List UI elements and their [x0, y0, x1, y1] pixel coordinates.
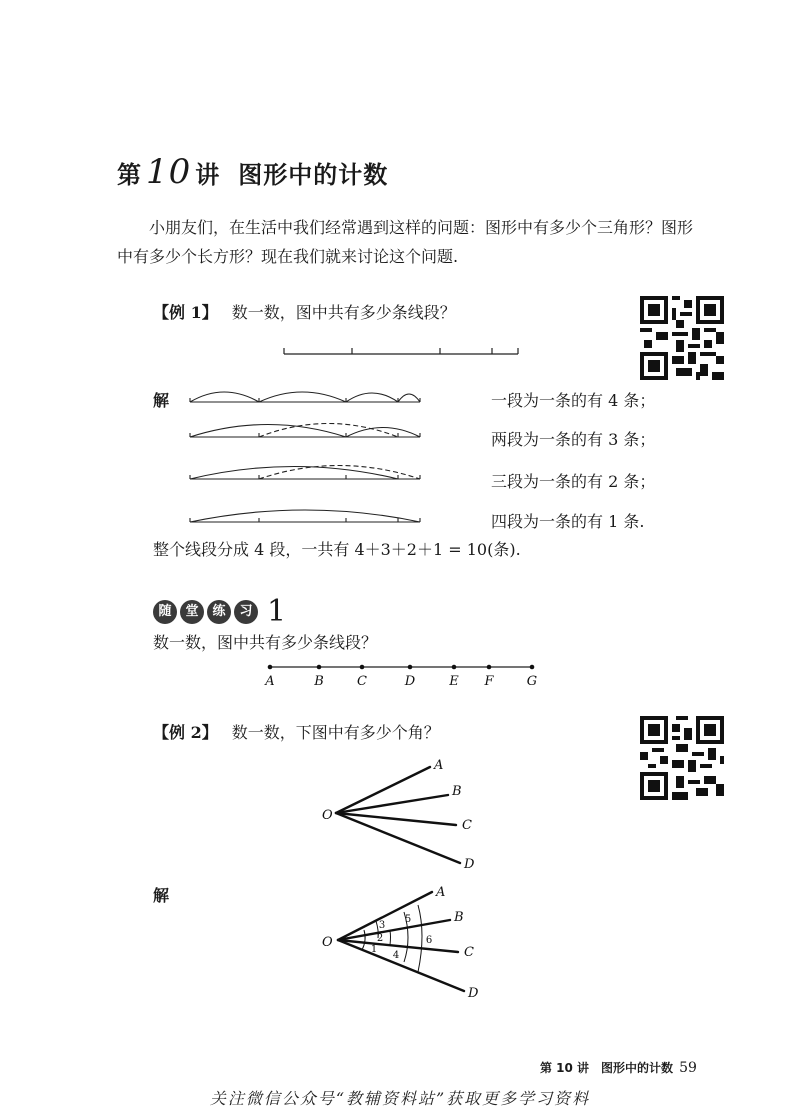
- example2-solution-label: 解: [153, 886, 170, 905]
- vertex-label-o: O: [322, 935, 333, 950]
- count-line-3: 三段为一条的有 2 条；: [491, 472, 656, 491]
- practice-question: 数一数，图中共有多少条线段？: [153, 633, 378, 652]
- example1-tag: 【例 1】: [153, 303, 218, 322]
- qr-code-icon: [640, 296, 724, 380]
- example2-angle-figure: [318, 755, 478, 875]
- point-e-dot: [452, 665, 457, 670]
- example1-solution-label: 解: [153, 391, 170, 410]
- example2-question: 数一数，下图中有多少个角？: [231, 723, 440, 742]
- count-line-4: 四段为一条的有 1 条.: [491, 512, 645, 531]
- practice-segment-figure: [260, 658, 550, 690]
- page-footer: [540, 1059, 697, 1076]
- angle-number-1: 1: [370, 944, 378, 955]
- example1-heading: [153, 300, 456, 323]
- practice-badge-3: 练: [207, 600, 231, 624]
- point-c-dot: [360, 665, 365, 670]
- practice-number: 1: [267, 594, 287, 629]
- ray-label-d: D: [468, 986, 479, 1001]
- point-label-b: B: [314, 674, 324, 689]
- practice-badge-2: 堂: [180, 600, 204, 624]
- ray-label-d: D: [464, 857, 475, 872]
- ray-label-b: B: [454, 910, 464, 925]
- qr-code-icon: [640, 716, 724, 800]
- count-line-1: 一段为一条的有 4 条；: [491, 391, 656, 410]
- example2-solution-figure: [318, 878, 488, 1003]
- practice-badge-4: 习: [234, 600, 258, 624]
- example1-total: 整个线段分成 4 段，一共有 4＋3＋2＋1 = 10(条).: [153, 540, 521, 559]
- point-g-dot: [530, 665, 535, 670]
- angle-number-2: 2: [376, 933, 384, 944]
- lecture-prefix: 第: [117, 160, 142, 189]
- angle-number-6: 6: [425, 935, 433, 946]
- running-title: 第 10 讲 图形中的计数: [540, 1061, 674, 1075]
- point-a-dot: [268, 665, 273, 670]
- point-d-dot: [408, 665, 413, 670]
- point-label-g: G: [526, 674, 538, 689]
- example1-solution-figure: [186, 380, 426, 530]
- vertex-label-o: O: [322, 808, 333, 823]
- example2-heading: [153, 720, 440, 743]
- lecture-title: [117, 152, 388, 192]
- intro-paragraph: 小朋友们，在生活中我们经常遇到这样的问题：图形中有多少个三角形？图形中有多少个长方形？现在我们就来讨论这个问题.: [117, 218, 694, 266]
- point-label-d: D: [404, 674, 416, 689]
- point-f-dot: [487, 665, 492, 670]
- angle-number-5: 5: [404, 914, 412, 925]
- practice-badge-1: 随: [153, 600, 177, 624]
- point-label-a: A: [265, 674, 275, 689]
- count-line-2: 两段为一条的有 3 条；: [491, 430, 656, 449]
- page-number: 59: [679, 1060, 697, 1076]
- point-b-dot: [317, 665, 322, 670]
- ray-label-a: A: [436, 885, 446, 900]
- point-label-f: F: [484, 674, 494, 689]
- practice-heading: [153, 594, 286, 629]
- lecture-number: 10: [146, 152, 192, 192]
- ray-label-c: C: [462, 818, 472, 833]
- example1-segment-figure: [280, 342, 524, 362]
- ray-label-b: B: [452, 784, 462, 799]
- angle-number-4: 4: [392, 950, 400, 961]
- example2-tag: 【例 2】: [153, 723, 218, 742]
- point-label-e: E: [449, 674, 459, 689]
- angle-number-3: 3: [378, 920, 386, 931]
- ray-label-c: C: [464, 945, 474, 960]
- ray-label-a: A: [434, 758, 444, 773]
- lecture-title-text: 图形中的计数: [238, 160, 389, 189]
- lecture-suffix: 讲: [195, 160, 221, 189]
- example1-question: 数一数，图中共有多少条线段？: [231, 303, 456, 322]
- point-label-c: C: [357, 674, 367, 689]
- watermark-text: 关注微信公众号“教辅资料站”获取更多学习资料: [209, 1089, 591, 1108]
